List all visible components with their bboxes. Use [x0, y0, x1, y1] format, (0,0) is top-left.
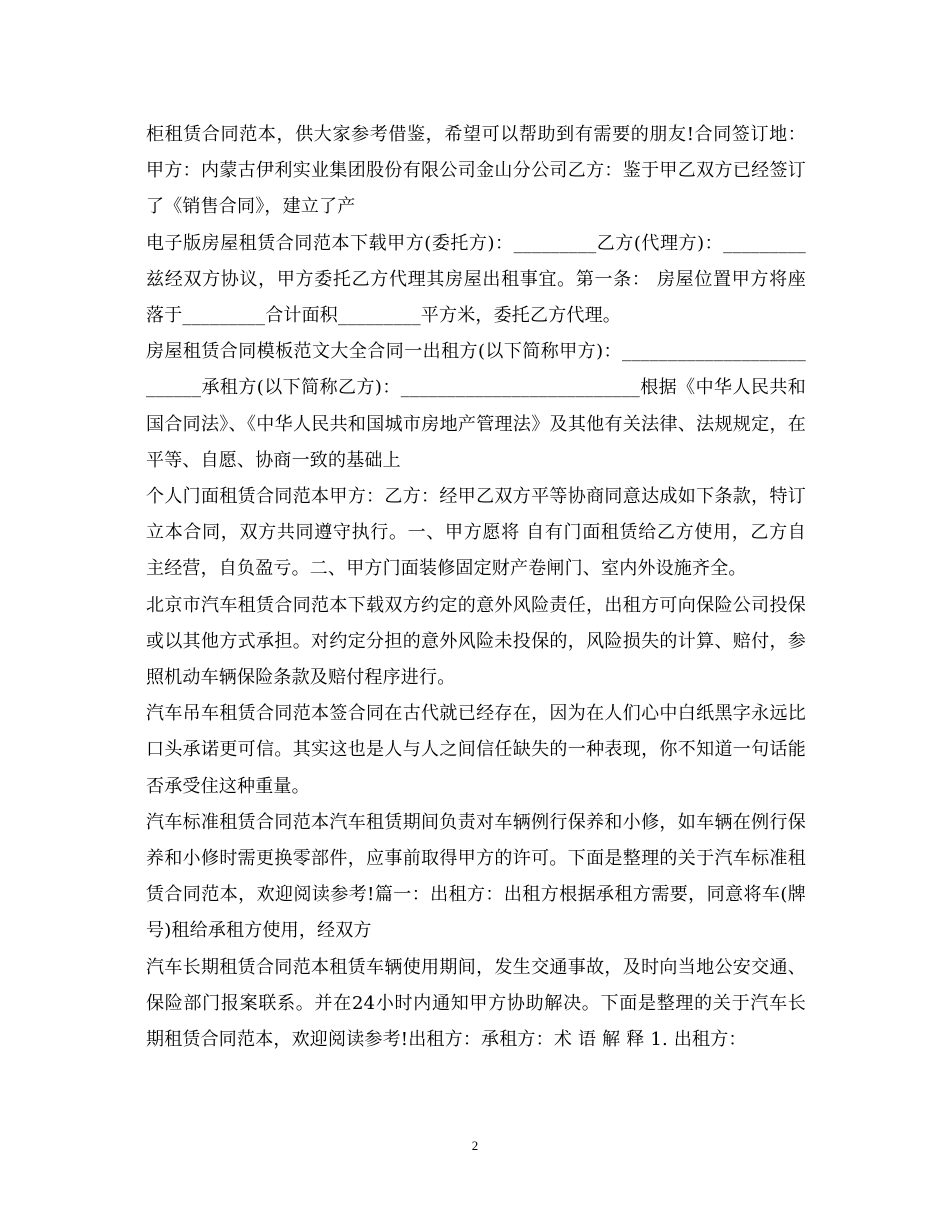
paragraph-long-term-car-lease: 汽车长期租赁合同范本租赁车辆使用期间，发生交通事故，及时向当地公安交通、保险部门报案联系。并在24小时内通知甲方协助解决。下面是整理的关于汽车长期租赁合同范本，欢迎阅读参考!出租方：承租方：术 语 解 释 1. 出租方： [146, 956, 806, 1051]
paragraph-house-lease-template: 房屋租赁合同模板范文大全合同一出租方(以下简称甲方)：__________________________承租方(以下简称乙方)：__________________________根据《中华人民共和国合同法》、《中华人民共和国城市房地产管理法》及其他有关法律、法规规定，在平等、自愿、协商一致的基础上 [146, 341, 806, 471]
paragraph-standard-car-lease: 汽车标准租赁合同范本汽车租赁期间负责对车辆例行保养和小修，如车辆在例行保养和小修时需更换零部件，应事前取得甲方的许可。下面是整理的关于汽车标准租赁合同范本，欢迎阅读参考!篇一：出租方：出租方根据承租方需要，同意将车(牌号)租给承租方使用，经双方 [146, 811, 806, 942]
paragraph-cabinet-lease: 柜租赁合同范本，供大家参考借鉴，希望可以帮助到有需要的朋友!合同签订地：甲方：内蒙古伊利实业集团股份有限公司金山分公司乙方：鉴于甲乙双方已经签订了《销售合同》，建立了产 [146, 124, 806, 218]
paragraph-personal-storefront-lease: 个人门面租赁合同范本甲方：乙方：经甲乙双方平等协商同意达成如下条款，特订立本合同，双方共同遵守执行。一、甲方愿将 自有门面租赁给乙方使用，乙方自主经营，自负盈亏。二、甲方门面装修固定财产卷闸门、室内外设施齐全。 [146, 486, 806, 580]
paragraph-beijing-car-lease: 北京市汽车租赁合同范本下载双方约定的意外风险责任，出租方可向保险公司投保或以其他方式承担。对约定分担的意外风险未投保的，风险损失的计算、赔付，参照机动车辆保险条款及赔付程序进行。 [146, 594, 806, 689]
document-body [146, 117, 806, 1058]
paragraph-crane-lease: 汽车吊车租赁合同范本签合同在古代就已经存在，因为在人们心中白纸黑字永远比口头承诺更可信。其实这也是人与人之间信任缺失的一种表现，你不知道一句话能否承受住这种重量。 [146, 703, 806, 797]
page-number: 2 [471, 1138, 479, 1153]
paragraph-electronic-house-lease: 电子版房屋租赁合同范本下载甲方(委托方)：_________乙方(代理方)：_________兹经双方协议，甲方委托乙方代理其房屋出租事宜。第一条： 房屋位置甲方将座落于_________合计面积_________平方米，委托乙方代理。 [146, 232, 806, 327]
